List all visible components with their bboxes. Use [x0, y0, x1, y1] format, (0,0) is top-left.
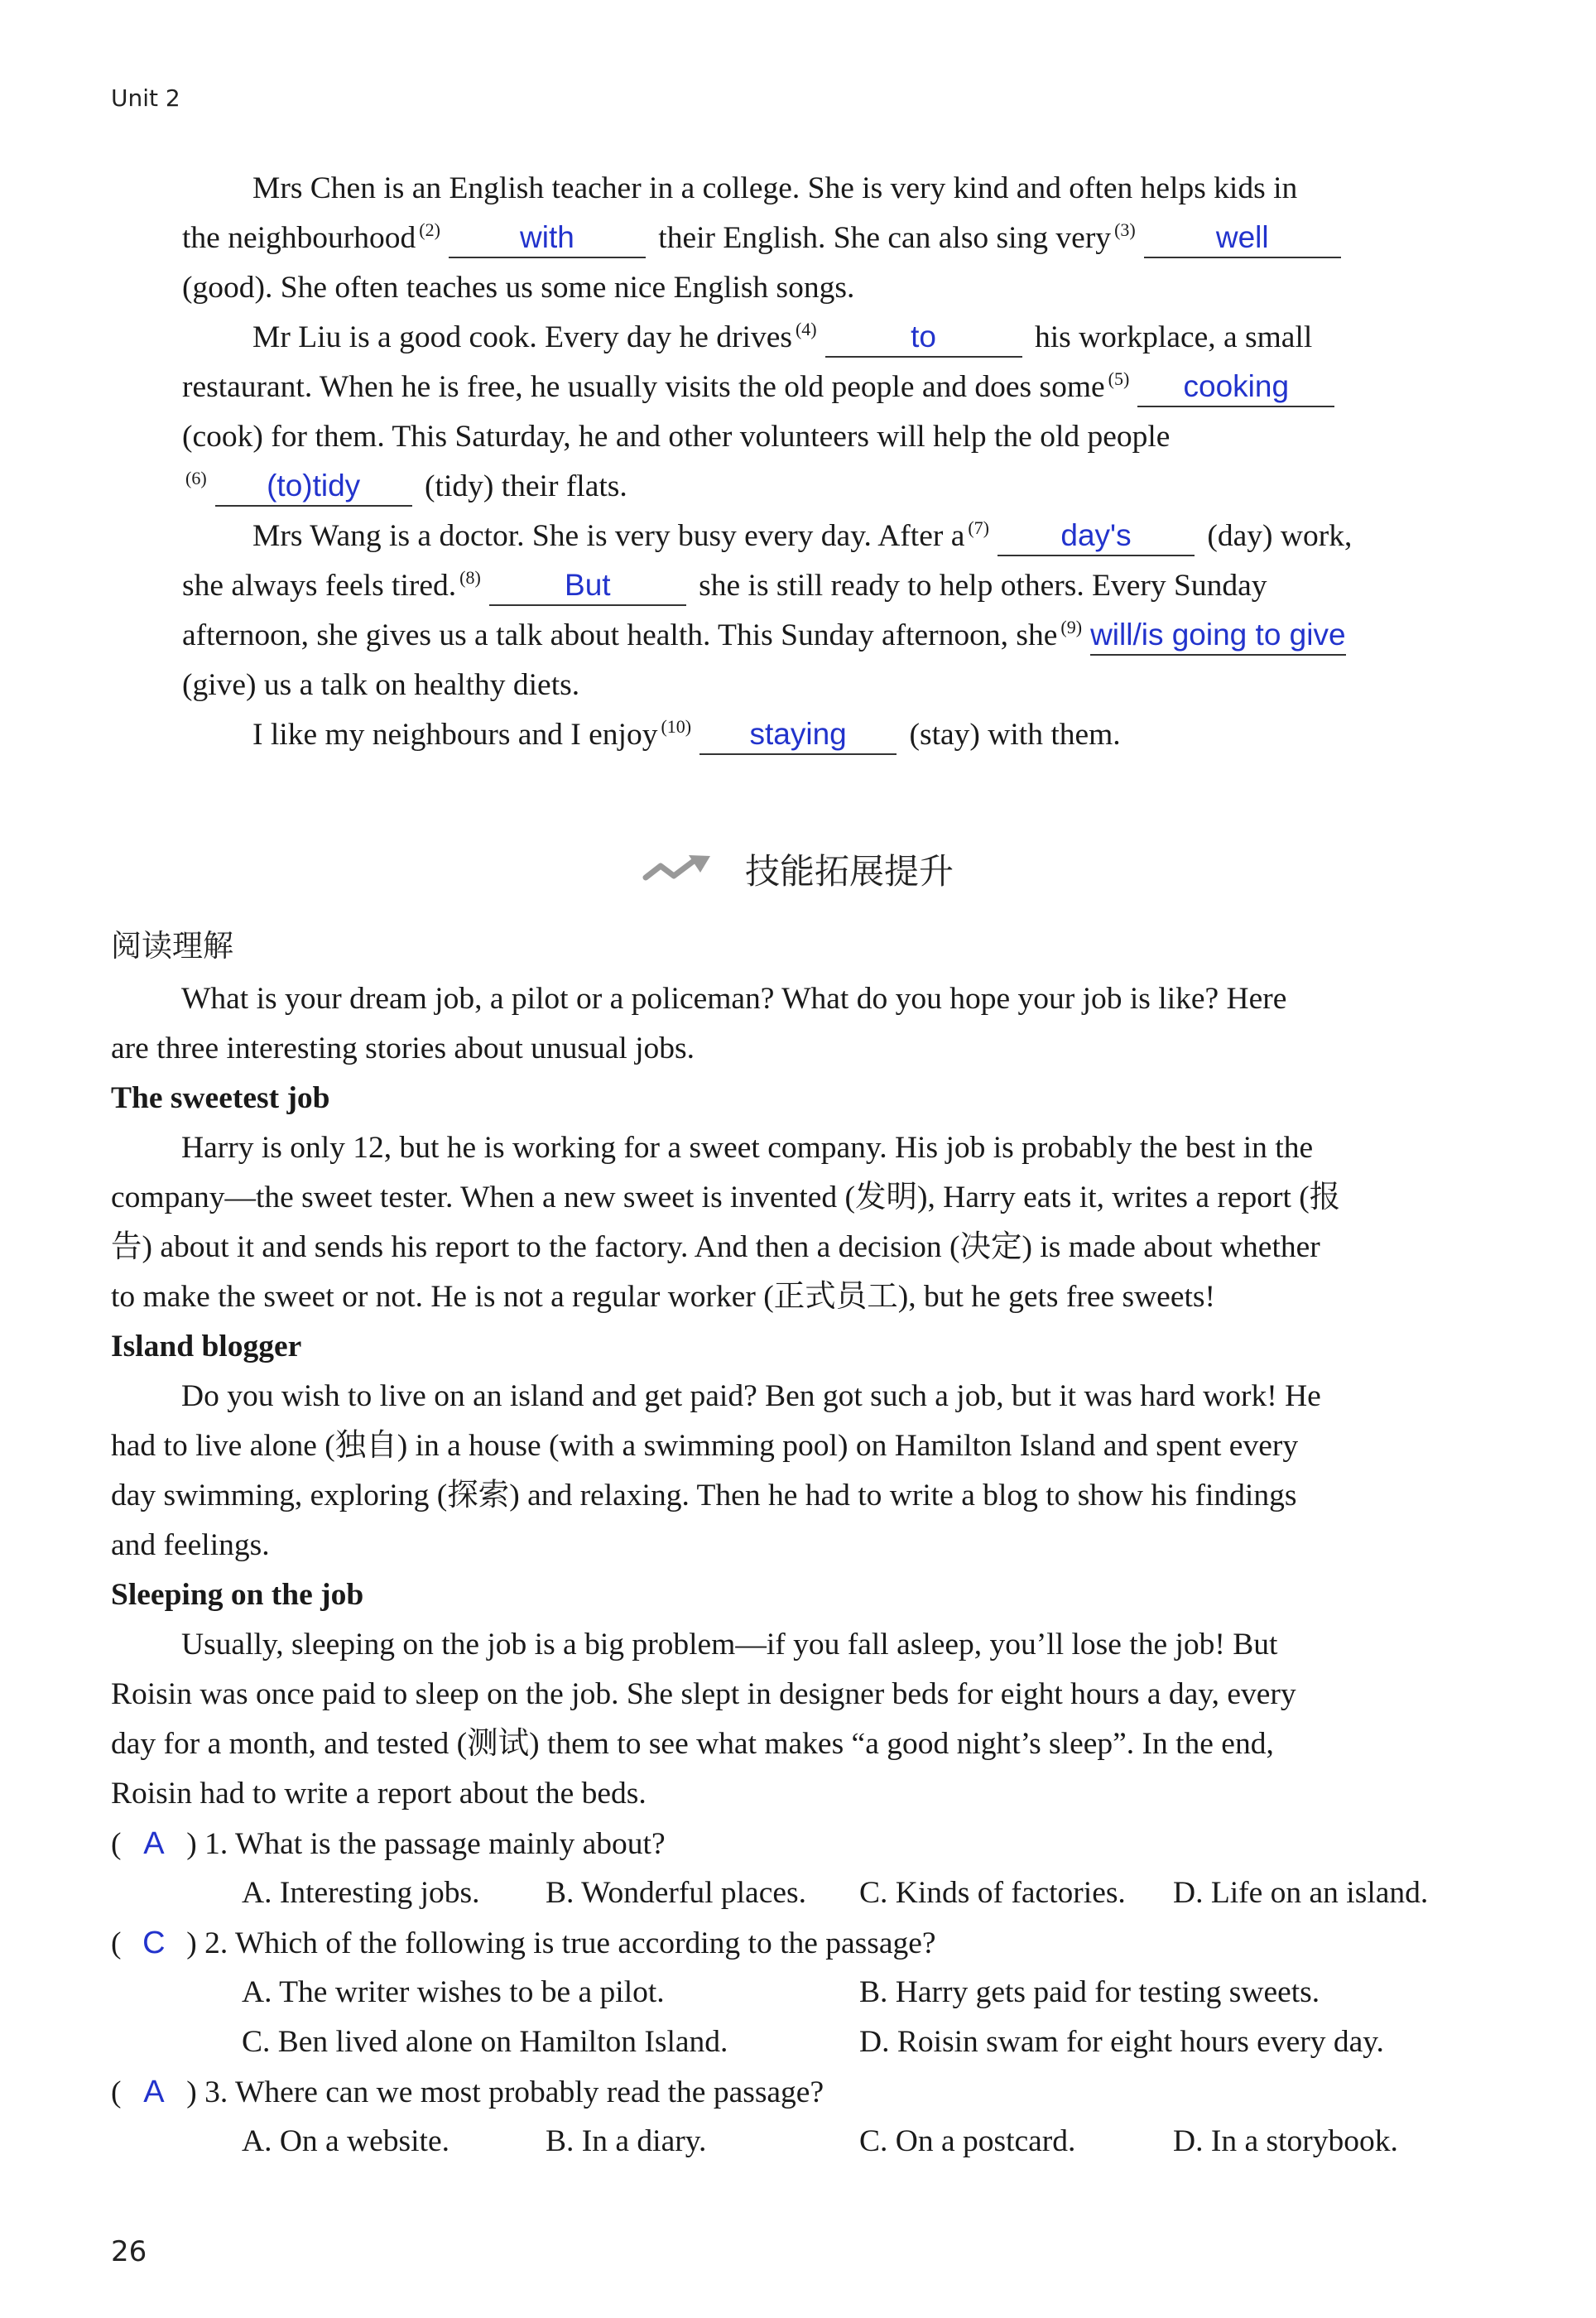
passage-line: day for a month, and tested (测试) them to see what makes “a good night’s sleep”. In the end, [111, 1727, 1274, 1761]
cloze-passage [182, 164, 1490, 760]
story-title: Sleeping on the job [111, 1578, 364, 1612]
passage-line: 告) about it and sends his report to the factory. And then a decision (决定) is made about whether [111, 1230, 1320, 1264]
section-title: 技能拓展提升 [744, 851, 954, 892]
passage-line: (cook) for them. This Saturday, he and other volunteers will help the old people [182, 420, 1171, 454]
answer-blank-3[interactable]: well [1144, 219, 1341, 258]
passage-line: What is your dream job, a pilot or a policeman? What do you hope your job is like? Here [181, 982, 1287, 1016]
passage-line: she always feels tired. $^{(8)}$ But she is still ready to help others. Every Sunday [182, 561, 1490, 611]
reading-subheading: 阅读理解 [111, 928, 233, 964]
passage-line: afternoon, she gives us a talk about health. This Sunday afternoon, she $^{(9)}$ will/is going to give [182, 611, 1490, 661]
passage-line: company—the sweet tester. When a new sweet is invented (发明), Harry eats it, writes a report (报 [111, 1181, 1341, 1214]
passage-line: Usually, sleeping on the job is a big problem—if you fall asleep, you’ll lose the job! But [181, 1628, 1278, 1662]
answer-blank-10[interactable]: staying [699, 715, 897, 755]
section-header [0, 844, 1596, 894]
option-c[interactable]: C. On a postcard. [859, 2124, 1076, 2158]
reading-passage [111, 974, 1490, 2167]
passage-line: (good). She often teaches us some nice English songs. [182, 271, 855, 305]
answer-blank-5[interactable]: cooking [1137, 368, 1334, 407]
passage-line: day swimming, exploring (探索) and relaxing. Then he had to write a blog to show his findings [111, 1479, 1297, 1512]
option-d[interactable]: D. In a storybook. [1173, 2124, 1398, 2158]
passage-line: Mrs Wang is a doctor. She is very busy every day. After a $^{(7)}$ day's (day) work, [182, 512, 1490, 561]
question-2-options [111, 2017, 1490, 2067]
answer-blank-9[interactable]: will/is going to give [1090, 616, 1345, 656]
option-b[interactable]: B. In a diary. [546, 2124, 707, 2158]
passage-line: and feelings. [111, 1528, 270, 1562]
question-3: ( A ) 3. Where can we most probably read the passage? [111, 2067, 1490, 2117]
option-d[interactable]: D. Life on an island. [1173, 1876, 1429, 1910]
option-d[interactable]: D. Roisin swam for eight hours every day. [859, 2025, 1384, 2059]
passage-line: I like my neighbours and I enjoy $^{(10)}$ staying (stay) with them. [182, 710, 1490, 760]
passage-line: (give) us a talk on healthy diets. [182, 668, 580, 702]
trend-up-icon [642, 853, 725, 886]
passage-line: $^{(6)}$ (to)tidy (tidy) their flats. [182, 462, 1490, 512]
passage-line: Roisin had to write a report about the beds. [111, 1777, 647, 1811]
option-c[interactable]: C. Ben lived alone on Hamilton Island. [242, 2025, 728, 2059]
passage-line: Harry is only 12, but he is working for a sweet company. His job is probably the best in the [181, 1131, 1314, 1165]
option-b[interactable]: B. Wonderful places. [546, 1876, 806, 1910]
answer-choice-1[interactable]: A [143, 1826, 165, 1861]
question-1: ( A ) 1. What is the passage mainly about? [111, 1819, 1490, 1868]
question-1-options [111, 1868, 1490, 1918]
question-3-options [111, 2117, 1490, 2167]
story-title: Island blogger [111, 1330, 302, 1363]
option-a[interactable]: A. The writer wishes to be a pilot. [242, 1975, 665, 2009]
page-number: 26 [111, 2235, 147, 2268]
unit-header: Unit 2 [111, 84, 180, 112]
answer-blank-7[interactable]: day's [997, 517, 1195, 556]
option-c[interactable]: C. Kinds of factories. [859, 1876, 1126, 1910]
option-a[interactable]: A. Interesting jobs. [242, 1876, 480, 1910]
story-title: The sweetest job [111, 1081, 330, 1115]
answer-blank-8[interactable]: But [489, 566, 686, 606]
passage-line: Do you wish to live on an island and get paid? Ben got such a job, but it was hard work! He [181, 1379, 1321, 1413]
passage-line: had to live alone (独自) in a house (with a swimming pool) on Hamilton Island and spent every [111, 1429, 1299, 1463]
passage-line: to make the sweet or not. He is not a regular worker (正式员工), but he gets free sweets! [111, 1280, 1215, 1314]
answer-blank-6[interactable]: (to)tidy [215, 467, 412, 507]
question-2: ( C ) 2. Which of the following is true according to the passage? [111, 1918, 1490, 1968]
passage-line: Mr Liu is a good cook. Every day he drives $^{(4)}$ to his workplace, a small [182, 313, 1490, 363]
question-2-options [111, 1968, 1490, 2017]
passage-line: Roisin was once paid to sleep on the job. She slept in designer beds for eight hours a day, every [111, 1677, 1296, 1711]
answer-blank-4[interactable]: to [825, 318, 1022, 358]
option-a[interactable]: A. On a website. [242, 2124, 449, 2158]
passage-line: are three interesting stories about unusual jobs. [111, 1032, 695, 1065]
passage-line: the neighbourhood $^{(2)}$ with their English. She can also sing very $^{(3)}$ well [182, 214, 1490, 263]
passage-line: restaurant. When he is free, he usually visits the old people and does some $^{(5)}$ cooking [182, 363, 1490, 412]
option-b[interactable]: B. Harry gets paid for testing sweets. [859, 1975, 1320, 2009]
passage-line: Mrs Chen is an English teacher in a college. She is very kind and often helps kids in [252, 171, 1298, 205]
answer-blank-2[interactable]: with [449, 219, 646, 258]
answer-choice-3[interactable]: A [143, 2075, 165, 2109]
answer-choice-2[interactable]: C [142, 1926, 166, 1960]
